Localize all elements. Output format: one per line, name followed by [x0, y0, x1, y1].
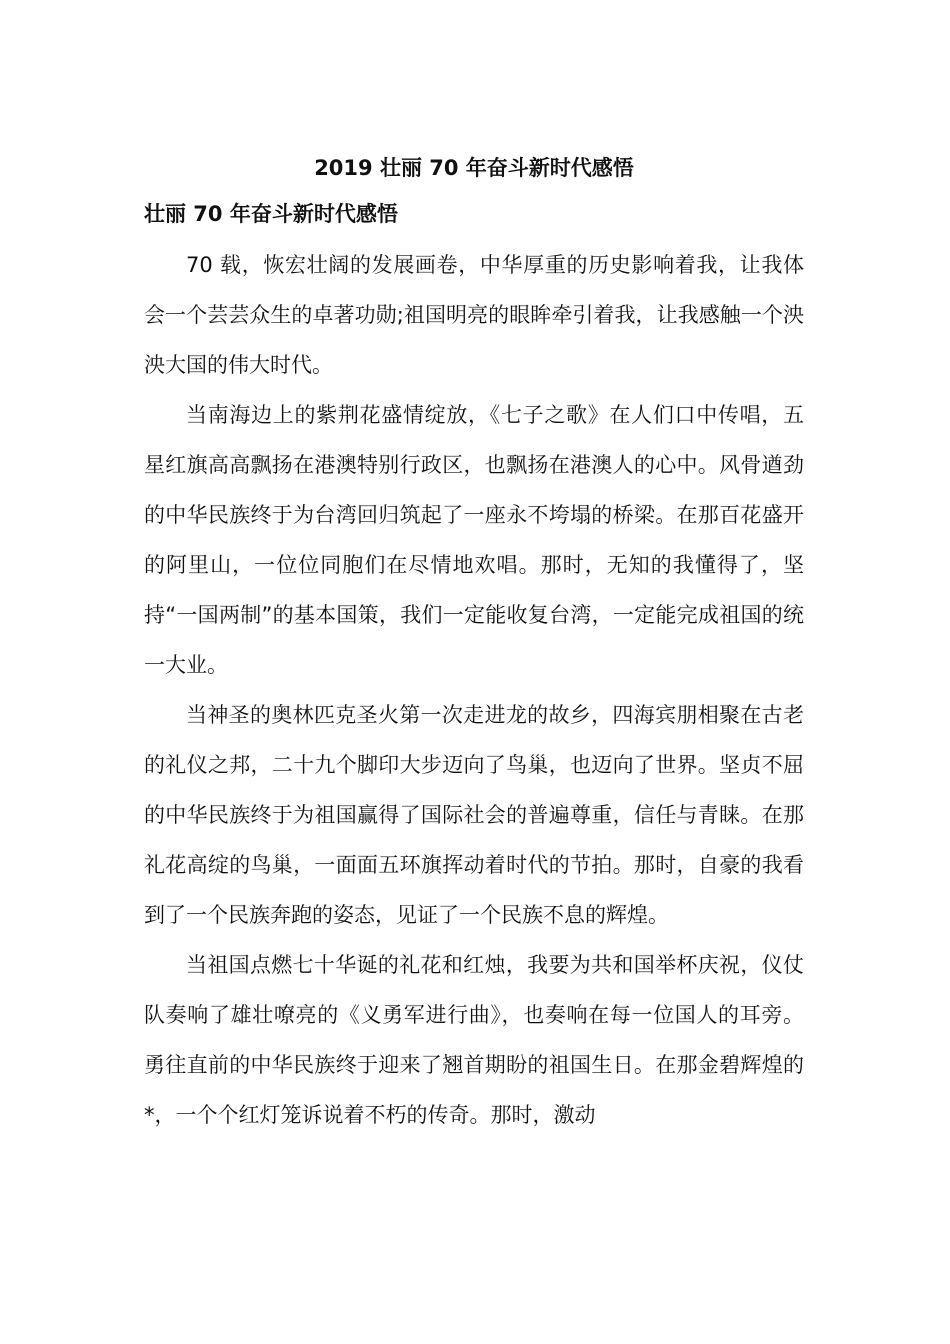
section-heading: 壮丽 70 年奋斗新时代感悟	[144, 202, 398, 226]
paragraph-3: 当神圣的奥林匹克圣火第一次走进龙的故乡，四海宾朋相聚在古老的礼仪之邦，二十九个脚印大步迈向了鸟巢，也迈向了世界。坚贞不屈的中华民族终于为祖国赢得了国际社会的普遍尊重，信任与青睐。在那礼花高绽的鸟巢，一面面五环旗挥动着时代的节拍。那时，自豪的我看到了一个民族奔跑的姿态，见证了一个民族不息的辉煌。	[144, 703, 804, 927]
paragraph-4: 当祖国点燃七十华诞的礼花和红烛，我要为共和国举杯庆祝，仪仗队奏响了雄壮嘹亮的《义勇军进行曲》，也奏响在每一位国人的耳旁。勇往直前的中华民族终于迎来了翘首期盼的祖国生日。在那金碧辉煌的*，一个个红灯笼诉说着不朽的传奇。那时，激动	[144, 953, 804, 1127]
paragraph-1: 70 载，恢宏壮阔的发展画卷，中华厚重的历史影响着我，让我体会一个芸芸众生的卓著功勋;祖国明亮的眼眸牵引着我，让我感触一个泱泱大国的伟大时代。	[144, 253, 804, 377]
document-title: 2019 壮丽 70 年奋斗新时代感悟	[314, 156, 634, 180]
paragraph-2: 当南海边上的紫荆花盛情绽放，《七子之歌》在人们口中传唱，五星红旗高高飘扬在港澳特别行政区，也飘扬在港澳人的心中。风骨遒劲的中华民族终于为台湾回归筑起了一座永不垮塌的桥梁。在那百花盛开的阿里山，一位位同胞们在尽情地欢唱。那时，无知的我懂得了，坚持“一国两制”的基本国策，我们一定能收复台湾，一定能完成祖国的统一大业。	[144, 403, 804, 677]
